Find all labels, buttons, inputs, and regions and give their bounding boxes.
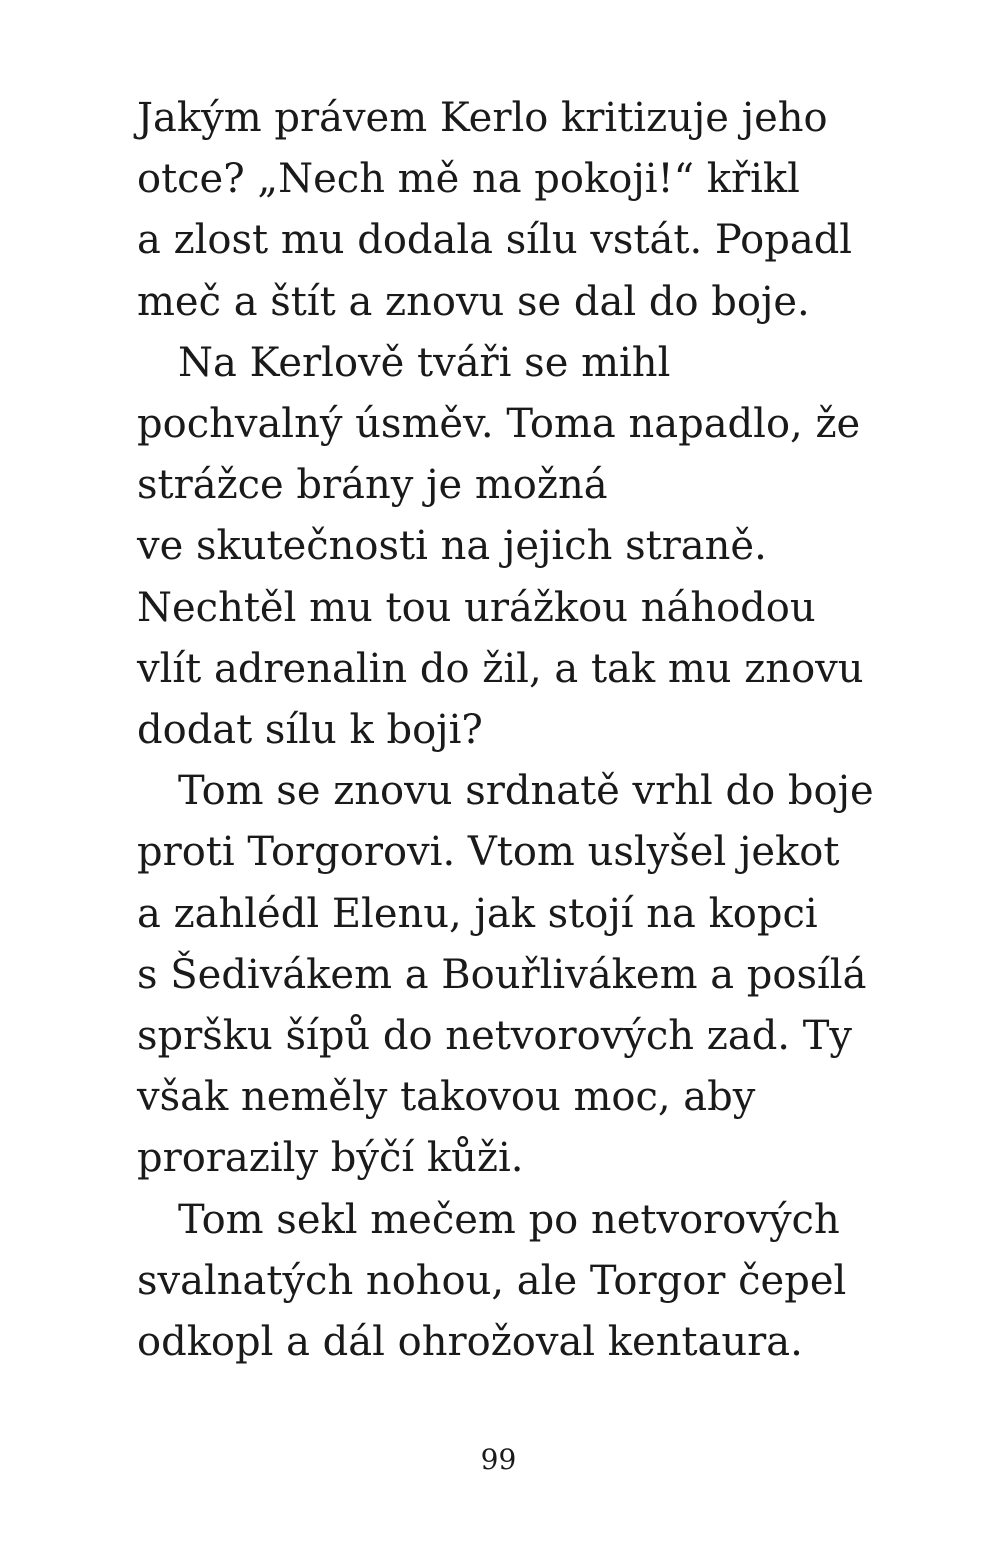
paragraph-start-line: Na Kerlově tváři se mihl — [178, 339, 671, 386]
paragraph-start-line: Tom sekl mečem po netvorových — [178, 1196, 840, 1243]
text-line: Nechtěl mu tou urážkou náhodou — [137, 584, 816, 631]
text-line: svalnatých nohou, ale Torgor čepel — [137, 1257, 847, 1304]
text-line: však neměly takovou moc, aby — [137, 1074, 756, 1121]
text-line: spršku šípů do netvorových zad. Ty — [137, 1013, 852, 1060]
text-line: s Šedivákem a Bouřlivákem a posílá — [137, 951, 867, 998]
text-line: prorazily býčí kůži. — [137, 1135, 524, 1182]
text-line: strážce brány je možná — [137, 462, 608, 509]
text-line: vlít adrenalin do žil, a tak mu znovu — [137, 645, 864, 692]
text-line: odkopl a dál ohrožoval kentaura. — [137, 1319, 803, 1366]
body-text — [137, 88, 877, 1373]
text-line: dodat sílu k boji? — [137, 707, 483, 754]
text-line: otce? „Nech mě na pokoji!“ křikl — [137, 156, 800, 203]
text-line: pochvalný úsměv. Toma napadlo, že — [137, 401, 861, 448]
text-line: meč a štít a znovu se dal do boje. — [137, 278, 810, 325]
text-line: proti Torgorovi. Vtom uslyšel jekot — [137, 829, 840, 876]
text-line: Jakým právem Kerlo kritizuje jeho — [137, 95, 828, 141]
text-line: ve skutečnosti na jejich straně. — [137, 523, 767, 570]
page-number: 99 — [480, 1443, 517, 1476]
text-line: a zlost mu dodala sílu vstát. Popadl — [137, 217, 853, 264]
paragraph-start-line: Tom se znovu srdnatě vrhl do boje — [178, 768, 874, 815]
text-line: a zahlédl Elenu, jak stojí na kopci — [137, 890, 818, 937]
